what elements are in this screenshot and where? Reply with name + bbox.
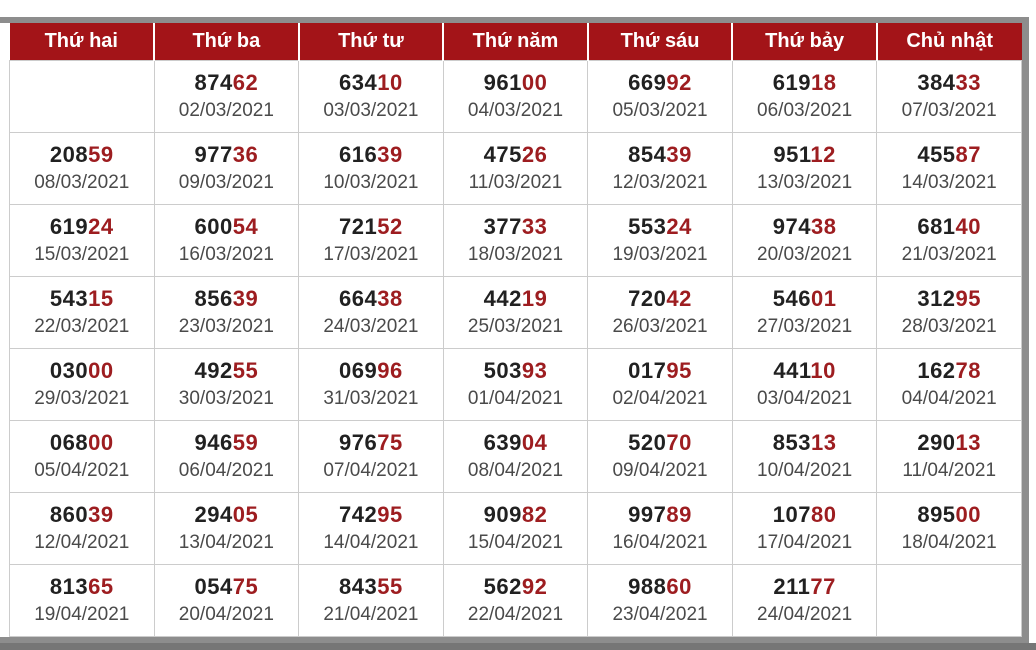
- result-date: 12/04/2021: [34, 531, 130, 553]
- result-number-prefix: 290: [917, 430, 956, 456]
- table-row: [10, 61, 1022, 133]
- result-number: [444, 286, 588, 312]
- table-row: [10, 277, 1022, 349]
- result-number: [155, 70, 299, 96]
- result-cell: [877, 421, 1022, 493]
- result-number-suffix: 15: [88, 286, 114, 312]
- result-cell: [877, 61, 1022, 133]
- result-number-suffix: 77: [810, 574, 836, 600]
- result-date: 14/04/2021: [323, 531, 419, 553]
- result-number-suffix: 54: [232, 214, 259, 240]
- result-number-prefix: 068: [49, 430, 89, 456]
- result-cell: [154, 61, 299, 133]
- day-header-friday: Thứ sáu: [588, 23, 733, 61]
- result-cell: [443, 349, 588, 421]
- result-number: [10, 358, 154, 384]
- result-cell: [154, 205, 299, 277]
- result-number-prefix: 294: [194, 502, 233, 528]
- result-cell: [10, 493, 155, 565]
- result-number-suffix: 42: [666, 286, 692, 312]
- result-number: [299, 430, 443, 456]
- result-cell: [732, 493, 877, 565]
- result-number: [155, 358, 299, 384]
- result-cell: [154, 277, 299, 349]
- table-row: [10, 205, 1022, 277]
- result-date: 08/04/2021: [467, 459, 564, 481]
- result-number-suffix: 13: [810, 430, 837, 456]
- result-number: [588, 214, 732, 240]
- result-number-suffix: 78: [955, 358, 982, 384]
- result-number: [588, 70, 732, 96]
- result-cell: [154, 493, 299, 565]
- result-cell: [443, 133, 588, 205]
- result-number: [155, 574, 299, 600]
- result-number-suffix: 36: [232, 142, 259, 168]
- result-number: [444, 70, 588, 96]
- result-number-prefix: 639: [483, 430, 522, 456]
- result-number: [733, 502, 877, 528]
- result-number-suffix: 62: [232, 70, 259, 96]
- result-date: 02/03/2021: [178, 99, 274, 121]
- result-number: [10, 214, 154, 240]
- result-number-prefix: 054: [194, 574, 233, 600]
- result-cell: [877, 565, 1022, 637]
- result-number-prefix: 974: [772, 214, 811, 240]
- result-number: [155, 502, 299, 528]
- result-number-suffix: 65: [88, 574, 114, 600]
- result-date: 09/03/2021: [178, 171, 274, 193]
- result-number-prefix: 976: [339, 430, 378, 456]
- result-number-suffix: 60: [666, 574, 692, 600]
- result-number: [299, 358, 443, 384]
- result-number-suffix: 59: [88, 142, 114, 168]
- result-number: [299, 574, 443, 600]
- result-cell: [443, 277, 588, 349]
- result-number-prefix: 856: [194, 286, 233, 312]
- result-number-suffix: 05: [232, 502, 259, 528]
- result-cell: [877, 133, 1022, 205]
- result-cell: [588, 493, 733, 565]
- result-number-suffix: 95: [955, 286, 982, 312]
- results-grid: [10, 61, 1022, 637]
- result-number-suffix: 80: [810, 502, 837, 528]
- result-date: 06/04/2021: [178, 459, 274, 481]
- result-date: 09/04/2021: [612, 459, 708, 481]
- result-number-prefix: 441: [773, 358, 811, 384]
- result-cell: [588, 349, 733, 421]
- result-cell: [10, 205, 155, 277]
- result-number-suffix: 12: [810, 142, 836, 168]
- header-row: [10, 23, 1022, 61]
- result-cell: [443, 421, 588, 493]
- result-number-prefix: 162: [917, 358, 956, 384]
- result-date: 06/03/2021: [757, 99, 853, 121]
- result-date: 02/04/2021: [612, 387, 708, 409]
- result-number-prefix: 520: [628, 430, 667, 456]
- result-number-prefix: 492: [194, 358, 233, 384]
- result-date: 13/04/2021: [178, 531, 274, 553]
- result-number-suffix: 39: [88, 502, 114, 528]
- result-number-suffix: 87: [955, 142, 982, 168]
- result-number: [588, 574, 732, 600]
- result-number-prefix: 853: [772, 430, 811, 456]
- result-number: [588, 286, 732, 312]
- result-number: [444, 430, 588, 456]
- result-number-prefix: 600: [194, 214, 233, 240]
- result-number-prefix: 017: [628, 358, 667, 384]
- result-number: [444, 214, 588, 240]
- result-number-prefix: 721: [339, 214, 378, 240]
- result-cell: [443, 565, 588, 637]
- result-number-suffix: 89: [666, 502, 692, 528]
- result-number-prefix: 442: [483, 286, 522, 312]
- result-cell: [732, 421, 877, 493]
- result-number: [155, 430, 299, 456]
- result-cell: [299, 277, 444, 349]
- result-cell: [299, 133, 444, 205]
- result-number-prefix: 813: [49, 574, 89, 600]
- result-number: [299, 286, 443, 312]
- result-number: [733, 430, 877, 456]
- result-cell: [10, 421, 155, 493]
- result-cell: [299, 349, 444, 421]
- result-cell: [732, 61, 877, 133]
- result-cell: [732, 205, 877, 277]
- result-cell: [10, 133, 155, 205]
- bottom-bar: [0, 643, 1036, 650]
- result-number-suffix: 38: [377, 286, 403, 312]
- result-number-suffix: 24: [88, 214, 114, 240]
- result-number-suffix: 24: [666, 214, 692, 240]
- result-number: [444, 574, 588, 600]
- result-number-prefix: 895: [917, 502, 956, 528]
- result-number-prefix: 681: [917, 214, 956, 240]
- result-cell: [732, 565, 877, 637]
- result-date: 23/04/2021: [612, 603, 708, 625]
- result-date: 22/03/2021: [34, 315, 130, 337]
- result-date: 31/03/2021: [323, 387, 419, 409]
- result-number: [733, 70, 877, 96]
- result-number-prefix: 997: [628, 502, 667, 528]
- result-cell: [877, 205, 1022, 277]
- result-date: 17/03/2021: [323, 243, 419, 265]
- result-number: [877, 502, 1021, 528]
- result-number-suffix: 95: [377, 502, 403, 528]
- result-cell: [10, 277, 155, 349]
- result-date: 30/03/2021: [178, 387, 274, 409]
- table-row: [10, 133, 1022, 205]
- result-cell: [299, 493, 444, 565]
- result-date: 25/03/2021: [467, 315, 564, 337]
- result-cell: [154, 421, 299, 493]
- result-date: 15/03/2021: [34, 243, 130, 265]
- result-number: [877, 70, 1021, 96]
- day-header-monday: Thứ hai: [10, 23, 155, 61]
- result-date: 28/03/2021: [901, 315, 997, 337]
- result-number-prefix: 669: [628, 70, 667, 96]
- result-number-suffix: 39: [232, 286, 259, 312]
- result-number: [10, 142, 154, 168]
- result-date: 01/04/2021: [467, 387, 564, 409]
- result-number-prefix: 951: [773, 142, 811, 168]
- result-number: [155, 214, 299, 240]
- result-number-suffix: 00: [955, 502, 982, 528]
- result-number-prefix: 909: [483, 502, 522, 528]
- result-number-suffix: 10: [377, 70, 403, 96]
- result-number-suffix: 39: [666, 142, 692, 168]
- result-cell: [732, 133, 877, 205]
- result-number: [299, 142, 443, 168]
- result-date: 22/04/2021: [467, 603, 564, 625]
- result-number-prefix: 211: [773, 574, 811, 600]
- result-date: 20/04/2021: [178, 603, 274, 625]
- result-date: 13/03/2021: [757, 171, 853, 193]
- result-number: [299, 70, 443, 96]
- result-number: [10, 502, 154, 528]
- result-number-prefix: 475: [483, 142, 522, 168]
- result-number-suffix: 95: [666, 358, 692, 384]
- result-date: 08/03/2021: [34, 171, 130, 193]
- result-date: 05/04/2021: [34, 459, 130, 481]
- result-number-suffix: 00: [88, 358, 114, 384]
- result-number-suffix: 75: [232, 574, 259, 600]
- result-number: [444, 502, 588, 528]
- result-number-suffix: 33: [521, 214, 548, 240]
- result-cell: [299, 61, 444, 133]
- result-cell: [877, 277, 1022, 349]
- result-date: 24/04/2021: [757, 603, 853, 625]
- result-number: [444, 358, 588, 384]
- day-header-thursday: Thứ năm: [443, 23, 588, 61]
- result-number: [877, 214, 1021, 240]
- result-number-suffix: 38: [810, 214, 837, 240]
- result-number-prefix: 503: [483, 358, 522, 384]
- result-date: 24/03/2021: [323, 315, 419, 337]
- result-cell: [588, 421, 733, 493]
- result-number-suffix: 33: [955, 70, 982, 96]
- result-date: 18/03/2021: [467, 243, 564, 265]
- result-number: [10, 430, 154, 456]
- result-date: 10/03/2021: [323, 171, 419, 193]
- result-date: 27/03/2021: [757, 315, 853, 337]
- result-number-prefix: 874: [194, 70, 233, 96]
- result-number-suffix: 96: [377, 358, 403, 384]
- result-date: 21/04/2021: [323, 603, 419, 625]
- result-number: [588, 142, 732, 168]
- day-header-saturday: Thứ bảy: [732, 23, 877, 61]
- result-number-suffix: 52: [377, 214, 403, 240]
- result-number-prefix: 860: [49, 502, 89, 528]
- table-row: [10, 493, 1022, 565]
- result-number: [877, 430, 1021, 456]
- result-cell: [154, 565, 299, 637]
- result-cell: [877, 493, 1022, 565]
- result-date: 15/04/2021: [467, 531, 564, 553]
- result-number-prefix: 208: [49, 142, 89, 168]
- result-date: 29/03/2021: [34, 387, 130, 409]
- result-number-prefix: 069: [339, 358, 378, 384]
- result-number-prefix: 843: [339, 574, 378, 600]
- day-header-sunday: Chủ nhật: [877, 23, 1022, 61]
- result-number-suffix: 18: [810, 70, 837, 96]
- result-number: [299, 502, 443, 528]
- result-number-prefix: 377: [483, 214, 522, 240]
- result-date: 20/03/2021: [757, 243, 853, 265]
- result-number-suffix: 82: [521, 502, 548, 528]
- result-number-prefix: 946: [194, 430, 233, 456]
- table-row: [10, 421, 1022, 493]
- result-number: [877, 358, 1021, 384]
- result-number-prefix: 742: [339, 502, 378, 528]
- result-number: [877, 142, 1021, 168]
- result-number-prefix: 616: [339, 142, 378, 168]
- result-date: 14/03/2021: [901, 171, 997, 193]
- result-number-suffix: 92: [666, 70, 692, 96]
- result-number-suffix: 40: [955, 214, 982, 240]
- result-number: [733, 214, 877, 240]
- result-date: 05/03/2021: [612, 99, 708, 121]
- result-date: 11/03/2021: [468, 171, 563, 193]
- result-number: [733, 574, 877, 600]
- result-date: 10/04/2021: [757, 459, 853, 481]
- result-cell: [299, 565, 444, 637]
- result-date: 19/03/2021: [612, 243, 708, 265]
- result-cell: [588, 61, 733, 133]
- result-cell: [154, 133, 299, 205]
- result-number: [733, 142, 877, 168]
- table-row: [10, 565, 1022, 637]
- result-date: 11/04/2021: [902, 459, 997, 481]
- result-date: 12/03/2021: [612, 171, 708, 193]
- result-number-suffix: 92: [521, 574, 548, 600]
- result-date: 03/04/2021: [757, 387, 853, 409]
- result-number-suffix: 55: [377, 574, 403, 600]
- result-number: [733, 358, 877, 384]
- result-number-suffix: 39: [377, 142, 403, 168]
- result-cell: [732, 349, 877, 421]
- result-cell: [299, 421, 444, 493]
- result-date: 17/04/2021: [757, 531, 853, 553]
- result-number-prefix: 546: [772, 286, 811, 312]
- result-number-suffix: 75: [377, 430, 403, 456]
- result-date: 04/03/2021: [467, 99, 564, 121]
- result-number: [10, 286, 154, 312]
- result-number-suffix: 00: [521, 70, 548, 96]
- result-number-prefix: 961: [483, 70, 522, 96]
- result-number: [733, 286, 877, 312]
- result-cell: [10, 61, 155, 133]
- result-number-suffix: 10: [810, 358, 836, 384]
- result-number-suffix: 00: [88, 430, 114, 456]
- result-number: [10, 574, 154, 600]
- result-number-prefix: 634: [339, 70, 378, 96]
- result-date: 21/03/2021: [901, 243, 997, 265]
- result-number-suffix: 59: [232, 430, 259, 456]
- result-number: [588, 430, 732, 456]
- result-number-prefix: 977: [194, 142, 233, 168]
- result-number-suffix: 01: [810, 286, 837, 312]
- result-number: [444, 142, 588, 168]
- result-number-prefix: 854: [628, 142, 667, 168]
- result-date: 04/04/2021: [901, 387, 997, 409]
- result-date: 03/03/2021: [323, 99, 419, 121]
- day-header-wednesday: Thứ tư: [299, 23, 444, 61]
- result-cell: [588, 133, 733, 205]
- table-row: [10, 349, 1022, 421]
- result-date: 16/04/2021: [612, 531, 708, 553]
- result-cell: [154, 349, 299, 421]
- result-number-prefix: 312: [917, 286, 956, 312]
- result-number-prefix: 619: [772, 70, 811, 96]
- result-number-prefix: 988: [628, 574, 667, 600]
- result-number-prefix: 107: [772, 502, 811, 528]
- result-number: [155, 142, 299, 168]
- result-number: [155, 286, 299, 312]
- result-cell: [732, 277, 877, 349]
- result-number-suffix: 55: [232, 358, 259, 384]
- result-cell: [443, 205, 588, 277]
- result-number-suffix: 19: [521, 286, 548, 312]
- result-number-suffix: 04: [521, 430, 548, 456]
- result-number: [877, 286, 1021, 312]
- result-number-prefix: 562: [483, 574, 522, 600]
- results-frame: [0, 17, 1029, 644]
- result-number-suffix: 13: [955, 430, 982, 456]
- result-number-prefix: 384: [917, 70, 956, 96]
- result-date: 26/03/2021: [612, 315, 708, 337]
- result-number-suffix: 70: [666, 430, 692, 456]
- result-number-prefix: 030: [49, 358, 89, 384]
- result-number-suffix: 93: [521, 358, 548, 384]
- lottery-results-table: [9, 23, 1022, 637]
- result-number-suffix: 26: [521, 142, 548, 168]
- result-cell: [877, 349, 1022, 421]
- result-cell: [10, 565, 155, 637]
- result-number-prefix: 720: [628, 286, 667, 312]
- result-date: 07/04/2021: [323, 459, 419, 481]
- result-date: 19/04/2021: [34, 603, 130, 625]
- result-date: 07/03/2021: [901, 99, 997, 121]
- result-number: [588, 502, 732, 528]
- result-cell: [588, 565, 733, 637]
- result-cell: [588, 205, 733, 277]
- result-number: [299, 214, 443, 240]
- day-header-tuesday: Thứ ba: [154, 23, 299, 61]
- result-number-prefix: 543: [49, 286, 89, 312]
- result-cell: [299, 205, 444, 277]
- result-cell: [443, 61, 588, 133]
- result-date: 23/03/2021: [178, 315, 274, 337]
- result-cell: [588, 277, 733, 349]
- result-cell: [443, 493, 588, 565]
- result-number-prefix: 455: [917, 142, 956, 168]
- result-date: 18/04/2021: [901, 531, 997, 553]
- result-number: [588, 358, 732, 384]
- result-number-prefix: 553: [628, 214, 667, 240]
- result-cell: [10, 349, 155, 421]
- result-number-prefix: 664: [339, 286, 378, 312]
- result-date: 16/03/2021: [178, 243, 274, 265]
- result-number-prefix: 619: [49, 214, 89, 240]
